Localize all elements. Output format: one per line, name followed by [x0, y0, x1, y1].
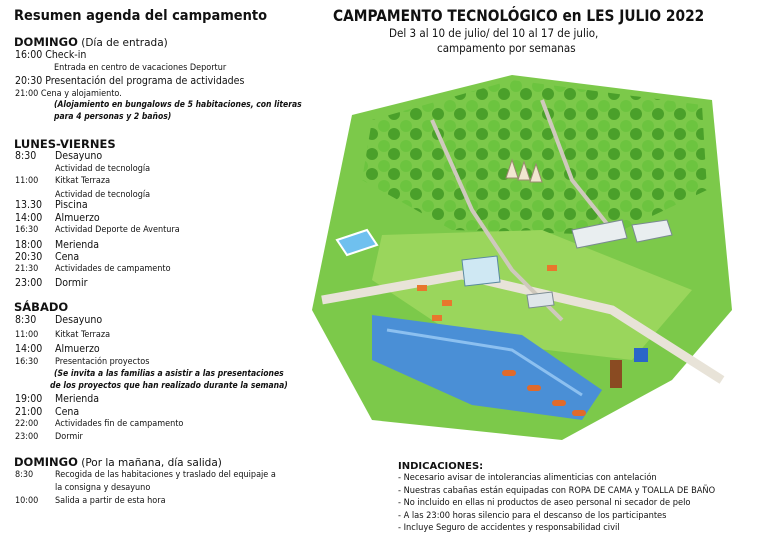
lunes-viernes-row: 16:30 Actividad Deporte de Aventura: [15, 225, 180, 235]
presentacion-line: 20:30 Presentación del programa de actividades: [15, 75, 245, 87]
cena-alojamiento-line: 21:00 Cena y alojamiento.: [15, 89, 122, 99]
camp-subtitle: campamento por semanas: [437, 41, 576, 55]
lunes-viernes-row: Actividad de tecnología: [55, 190, 151, 200]
lunes-viernes-row: Actividad de tecnología: [55, 164, 151, 174]
domingo-entrada-heading: DOMINGO (Día de entrada): [14, 35, 168, 49]
agenda-title: Resumen agenda del campamento: [14, 8, 268, 24]
domingo-salida-heading: DOMINGO (Por la mañana, día salida): [14, 455, 222, 469]
entrada-line: Entrada en centro de vacaciones Deportur: [54, 63, 227, 73]
sabado-note-1: (Se invita a las familias a asistir a las presentaciones: [54, 369, 284, 379]
lunes-viernes-row: 21:30 Actividades de campamento: [15, 264, 171, 274]
lunes-viernes-row: 11:00 Kitkat Terraza: [15, 176, 111, 186]
domingo-salida-row: 8:30 Recogida de las habitaciones y traslado del equipaje a: [15, 470, 276, 480]
sabado-row: 19:00 Merienda: [15, 393, 100, 405]
indicacion-item: - Incluye Seguro de accidentes y responsabilidad civil: [398, 522, 620, 534]
sabado-row: 23:00 Dormir: [15, 432, 83, 442]
domingo-salida-row: 10:00 Salida a partir de esta hora: [15, 496, 166, 506]
checkin-line: 16:00 Check-in: [15, 49, 87, 61]
sabado-row: 16:30 Presentación proyectos: [15, 357, 150, 367]
sabado-row: 22:00 Actividades fin de campamento: [15, 419, 184, 429]
indicacion-item: - A las 23:00 horas silencio para el descanso de los participantes: [398, 509, 667, 521]
camp-dates: Del 3 al 10 de julio/ del 10 al 17 de julio,: [389, 26, 599, 40]
alojamiento-note-1: (Alojamiento en bungalows de 5 habitaciones, con literas: [54, 100, 302, 110]
sabado-note-2: de los proyectos que han realizado durante la semana): [50, 381, 288, 391]
alojamiento-note-2: para 4 personas y 2 baños): [54, 112, 172, 122]
lunes-viernes-row: 18:00 Merienda: [15, 239, 100, 251]
campsite-map-illustration: [312, 60, 732, 445]
indicaciones-title: INDICACIONES:: [398, 461, 484, 472]
lunes-viernes-row: 20:30 Cena: [15, 251, 80, 263]
domingo-salida-row-cont: la consigna y desayuno: [55, 483, 151, 493]
indicacion-item: - Nuestras cabañas están equipadas con ROPA DE CAMA y TOALLA DE BAÑO: [398, 484, 716, 496]
indicacion-item: - Necesario avisar de intolerancias alimenticias con antelación: [398, 472, 657, 483]
indicaciones-box: [398, 461, 758, 535]
camp-title: CAMPAMENTO TECNOLÓGICO en LES JULIO 2022: [333, 6, 705, 25]
lunes-viernes-heading: LUNES-VIERNES: [14, 137, 116, 151]
lunes-viernes-row: 14:00 Almuerzo: [15, 212, 100, 224]
lunes-viernes-row: 13.30 Piscina: [15, 199, 88, 211]
lunes-viernes-row: 23:00 Dormir: [15, 277, 88, 289]
sabado-heading: SÁBADO: [14, 300, 69, 314]
lunes-viernes-row: 8:30 Desayuno: [15, 150, 103, 162]
sabado-row: 14:00 Almuerzo: [15, 343, 100, 355]
sabado-row: 21:00 Cena: [15, 406, 80, 418]
sabado-row: 11:00 Kitkat Terraza: [15, 330, 111, 340]
sabado-row: 8:30 Desayuno: [15, 314, 103, 326]
indicacion-item: - No incluido en ellas ni productos de aseo personal ni secador de pelo: [398, 497, 691, 509]
